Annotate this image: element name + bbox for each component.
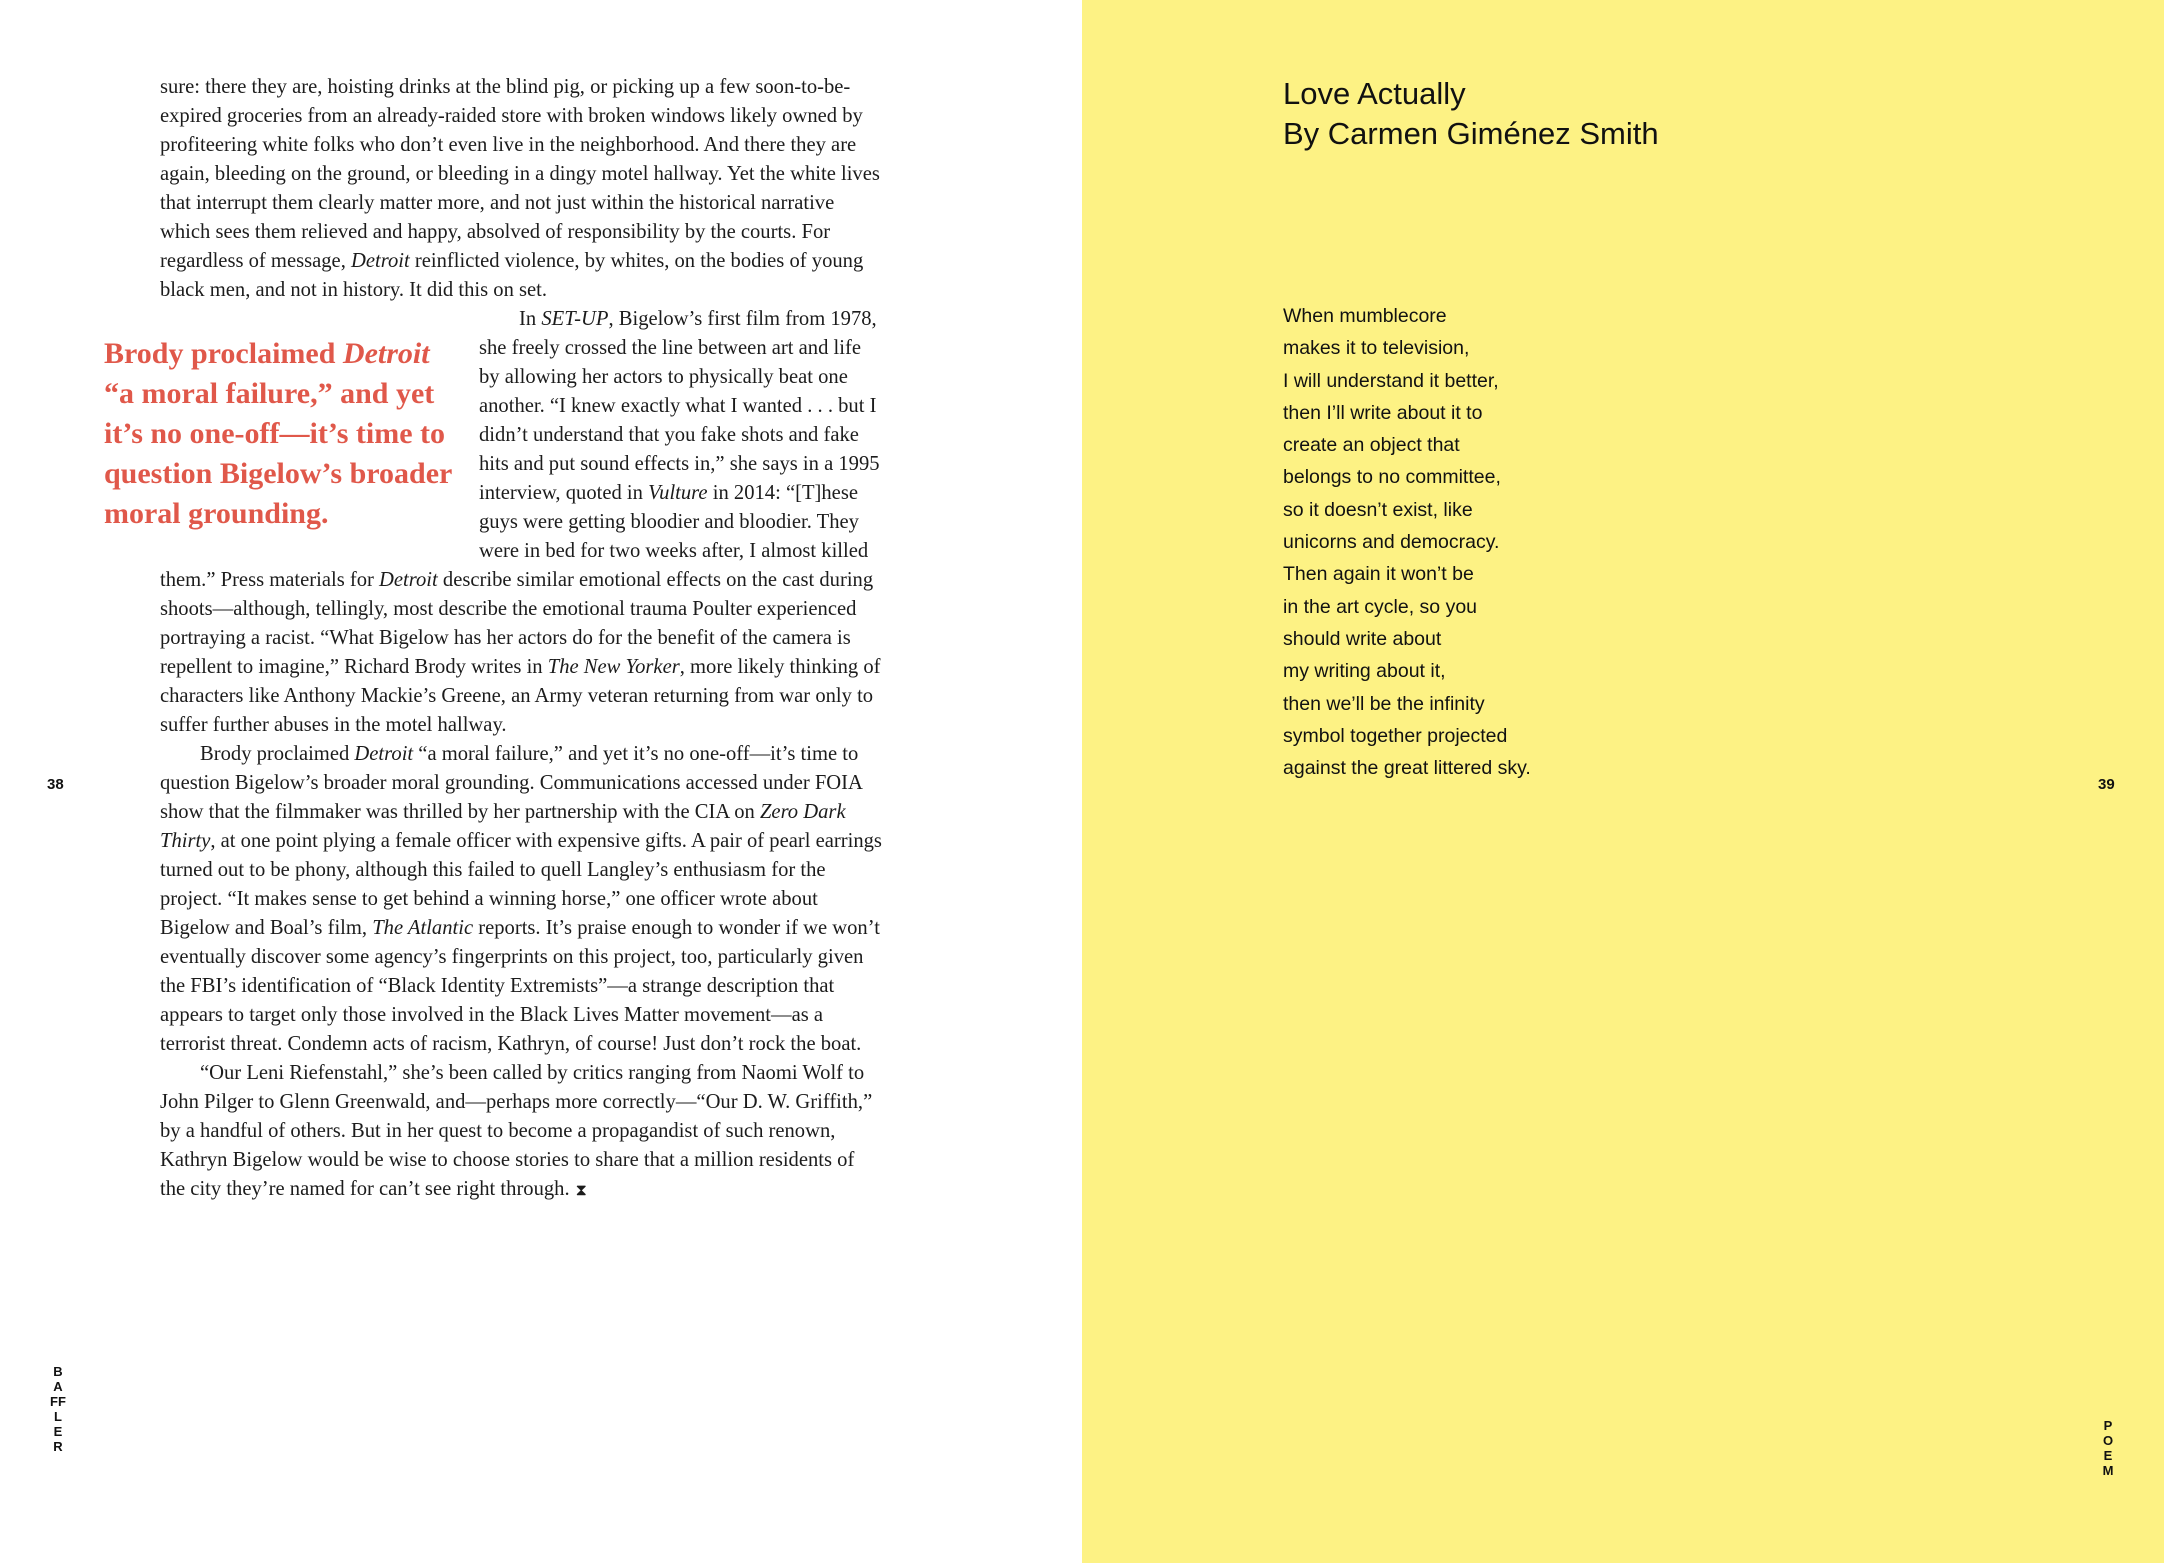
poem-line: symbol together projected bbox=[1283, 724, 1508, 747]
poem-line: against the great littered sky. bbox=[1283, 757, 1531, 780]
poem-line: makes it to television, bbox=[1283, 337, 1470, 360]
poem-line: When mumblecore bbox=[1283, 305, 1447, 327]
running-label-poem: POEM bbox=[2102, 1418, 2114, 1478]
poem-line: I will understand it better, bbox=[1283, 369, 1499, 392]
paragraph-4-text: “Our Leni Riefenstahl,” she’s been called by critics ranging from Naomi Wolf to John Pilger to Glenn Greenwald, and—perhaps more correctly—“Our D. W. Griffith,” by a handful of others. But in her quest to become a propagandist of such renown, Kathryn Bigelow would be wise to choose stories to share that a million residents of the city they’re named for can’t see right through. bbox=[160, 1062, 873, 1200]
page-number-right: 39 bbox=[2098, 776, 2115, 793]
poem-body bbox=[1283, 300, 1531, 784]
poem-line: create an object that bbox=[1283, 434, 1460, 457]
poem-line: my writing about it, bbox=[1283, 660, 1446, 683]
poem-line: in the art cycle, so you bbox=[1283, 595, 1478, 618]
paragraph-1-text: sure: there they are, hoisting drinks at the blind pig, or picking up a few soon-to-be-expired groceries from an already-raided store with broken windows likely owned by profiteering white folks who don’t even live in the neighborhood. And there they are again, bleeding on the ground, or bleeding in a dingy motel hallway. Yet the white lives that interrupt them clearly matter more, and not just within the historical narrative which sees them relieved and happy, absolved of responsibility by the courts. For regardless of message, Detroit reinflicted violence, by whites, on the bodies of young black men, and not in history. It did this on set. bbox=[160, 76, 880, 301]
page-number-left: 38 bbox=[47, 776, 64, 793]
article-paragraph bbox=[160, 740, 884, 1059]
pull-quote-italic: Detroit bbox=[342, 337, 430, 370]
paragraph-3-text: Brody proclaimed Detroit “a moral failure,” and yet it’s no one-off—it’s time to question Bigelow’s broader moral grounding. Communications accessed under FOIA show that the filmmaker was thrilled by her partnership with the CIA on Zero Dark Thirty, at one point plying a female officer with expensive gifts. A pair of pearl earrings turned out to be phony, although this failed to quell Langley’s enthusiasm for the project. “It makes sense to get behind a winning horse,” one officer wrote about Bigelow and Boal’s film, The Atlantic reports. It’s praise enough to wonder if we won’t eventually discover some agency’s fingerprints on this project, too, particularly given the FBI’s identification of “Black Identity Extremists”—a strange description that appears to target only those involved in the Black Lives Matter movement—as a terrorist threat. Condemn acts of racism, Kathryn, of course! Just don’t rock the boat. bbox=[160, 743, 882, 1055]
pull-quote-text: Brody proclaimed bbox=[104, 337, 343, 370]
poem-title-line: Love Actually bbox=[1283, 76, 1466, 111]
poem-line: should write about bbox=[1283, 627, 1442, 650]
poem-title bbox=[1283, 74, 1659, 154]
running-label-baffler: BAFFLER bbox=[50, 1364, 66, 1454]
poem-line: belongs to no committee, bbox=[1283, 466, 1501, 489]
poem-line: then I’ll write about it to bbox=[1283, 401, 1483, 424]
pull-quote bbox=[104, 334, 459, 534]
poem-line: Then again it won’t be bbox=[1283, 563, 1474, 586]
right-page bbox=[1082, 0, 2164, 1563]
article-body bbox=[104, 73, 884, 1205]
poem-line: so it doesn’t exist, like bbox=[1283, 498, 1473, 521]
poem-byline: By Carmen Giménez Smith bbox=[1283, 116, 1659, 151]
paragraph-2-text: In SET-UP, Bigelow’s first film from 1978, she freely crossed the line between art and life by allowing her actors to physically beat one another. “I knew exactly what I wanted . . . but I didn’t understand that you fake shots and fake hits and put sound effects in,” she says in a 1995 interview, quoted in Vulture in 2014: “[T]hese guys were getting bloodier and bloodier. They were in bed for two weeks after, I almost killed them.” Press materials for Detroit describe similar emotional effects on the cast during shoots—although, tellingly, most describe the emotional trauma Poulter experienced portraying a racist. “What Bigelow has her actors do for the benefit of the camera is repellent to imagine,” Richard Brody writes in The New Yorker, more likely thinking of characters like Anthony Mackie’s Greene, an Army veteran returning from war only to suffer further abuses in the motel hallway. bbox=[160, 308, 881, 736]
poem-line: then we’ll be the infinity bbox=[1283, 692, 1485, 715]
poem-line: unicorns and democracy. bbox=[1283, 531, 1500, 554]
article-paragraph bbox=[160, 73, 884, 305]
end-mark-icon: ⧗ bbox=[575, 1182, 587, 1199]
article-paragraph bbox=[160, 1059, 884, 1205]
pull-quote-text-end: “a moral failure,” and yet it’s no one-off—it’s time to question Bigelow’s broader moral grounding. bbox=[104, 377, 452, 530]
